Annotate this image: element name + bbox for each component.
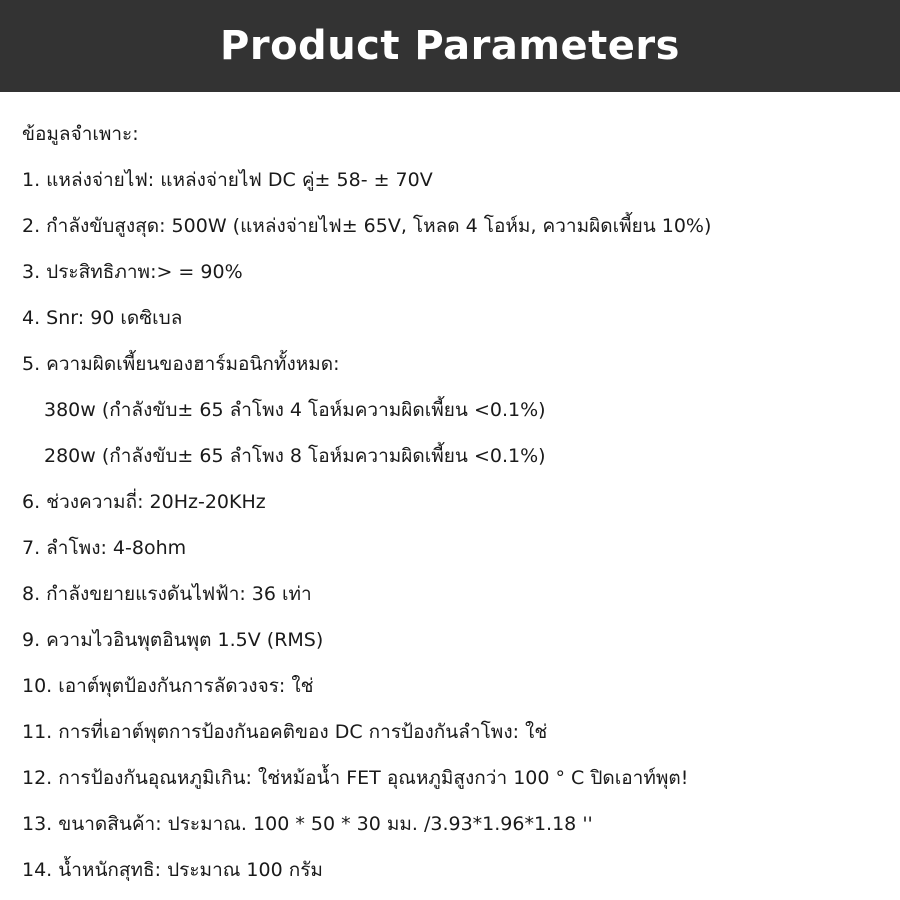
- spec-line-thd: 5. ความผิดเพี้ยนของฮาร์มอนิกทั้งหมด:: [22, 353, 340, 375]
- spec-line-dc-offset-protection: 11. การที่เอาต์พุตการป้องกันอคติของ DC การป้องกันลำโพง: ใช่: [22, 721, 548, 743]
- spec-line-frequency-range: 6. ช่วงความถี่: 20Hz-20KHz: [22, 491, 266, 513]
- spec-line-voltage-gain: 8. กำลังขยายแรงดันไฟฟ้า: 36 เท่า: [22, 583, 312, 605]
- header-banner: [0, 0, 900, 92]
- page-title: Product Parameters: [220, 23, 680, 69]
- spec-intro: ข้อมูลจำเพาะ:: [22, 123, 139, 145]
- spec-line-speaker: 7. ลำโพง: 4-8ohm: [22, 537, 187, 559]
- spec-line-input-sensitivity: 9. ความไวอินพุตอินพุต 1.5V (RMS): [22, 629, 324, 651]
- spec-line-max-output: 2. กำลังขับสูงสุด: 500W (แหล่งจ่ายไฟ± 65V, โหลด 4 โอห์ม, ความผิดเพี้ยน 10%): [22, 215, 712, 237]
- spec-list: [22, 114, 890, 896]
- spec-subline-thd-8ohm: 280w (กำลังขับ± 65 ลำโพง 8 โอห์มความผิดเพี้ยน <0.1%): [44, 445, 546, 467]
- spec-line-snr: 4. Snr: 90 เดซิเบล: [22, 307, 183, 329]
- spec-line-net-weight: 14. น้ำหนักสุทธิ: ประมาณ 100 กรัม: [22, 859, 323, 881]
- spec-line-short-circuit-protection: 10. เอาต์พุตป้องกันการลัดวงจร: ใช่: [22, 675, 314, 697]
- spec-line-efficiency: 3. ประสิทธิภาพ:> = 90%: [22, 261, 243, 283]
- spec-line-power-supply: 1. แหล่งจ่ายไฟ: แหล่งจ่ายไฟ DC คู่± 58- ± 70V: [22, 169, 433, 191]
- spec-line-overheat-protection: 12. การป้องกันอุณหภูมิเกิน: ใช่หม้อน้ำ FET อุณหภูมิสูงกว่า 100 ° C ปิดเอาท์พุต!: [22, 767, 689, 789]
- spec-subline-thd-4ohm: 380w (กำลังขับ± 65 ลำโพง 4 โอห์มความผิดเพี้ยน <0.1%): [44, 399, 546, 421]
- spec-line-product-size: 13. ขนาดสินค้า: ประมาณ. 100 * 50 * 30 มม. /3.93*1.96*1.18 '': [22, 813, 593, 835]
